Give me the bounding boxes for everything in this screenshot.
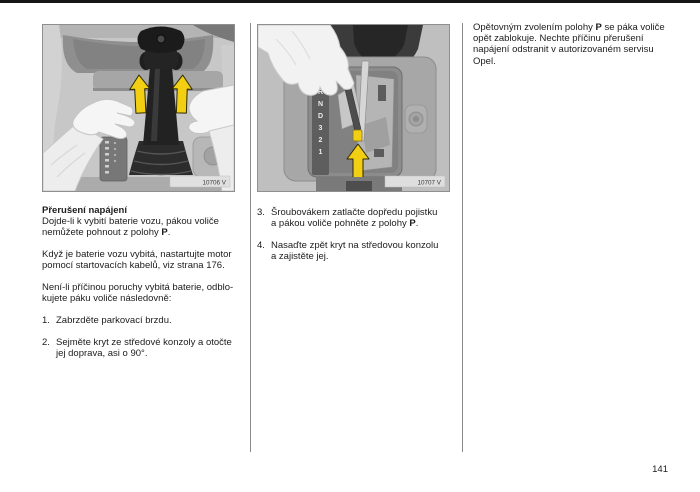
text-line: a zajistěte jej. <box>271 251 329 263</box>
figure-screwdriver-release <box>257 24 450 192</box>
text-line: Dojde-li k vybití baterie vozu, pákou voliče <box>42 216 219 228</box>
text-line: Zabrzděte parkovací brzdu. <box>56 314 172 326</box>
column-left <box>42 205 247 370</box>
figure-shift-lever-cover-removal <box>42 24 235 192</box>
screwdriver-illustration <box>258 25 449 191</box>
figure-label: 10706 V <box>202 179 226 187</box>
text-line: Není-li příčinou poruchy vybitá baterie, odblo- <box>42 282 234 294</box>
svg-text:1: 1 <box>318 149 323 156</box>
column-middle <box>257 207 460 273</box>
svg-text:D: D <box>317 113 324 120</box>
lock-pin-highlight <box>353 130 362 141</box>
paragraph <box>42 282 247 304</box>
text-line: pomocí startovacích kabelů, viz strana 176. <box>42 260 225 272</box>
text-line: napájení odstranit v autorizovaném servisu <box>473 44 654 56</box>
list-item <box>42 315 247 326</box>
paragraph <box>42 249 247 271</box>
list-item <box>257 240 460 262</box>
paragraph <box>473 22 683 67</box>
list-number: 2. <box>42 336 50 348</box>
text-line: jej doprava, asi o 90°. <box>56 347 148 359</box>
text-line: Šroubovákem zatlačte dopředu pojistku <box>271 207 438 218</box>
page-number: 141 <box>652 464 668 475</box>
page-top-rule <box>0 0 700 3</box>
shift-lever-illustration <box>43 25 234 191</box>
text-line: Nasaďte zpět kryt na středovou konzolu <box>271 239 439 251</box>
text-line: Sejměte kryt ze středové konzoly a otočte <box>56 336 232 348</box>
list-number: 4. <box>257 239 265 251</box>
column-right <box>473 22 683 77</box>
section <box>42 205 247 239</box>
svg-text:N: N <box>317 101 324 108</box>
text-line: Když je baterie vozu vybitá, nastartujte motor <box>42 249 232 261</box>
svg-text:3: 3 <box>318 125 323 132</box>
text-line: Opel. <box>473 55 496 67</box>
svg-text:R: R <box>317 89 324 96</box>
gear-indicator-plate <box>100 137 127 181</box>
column-separator <box>462 23 463 452</box>
text-line: kujete páku voliče následovně: <box>42 293 172 305</box>
section-heading: Přerušení napájení <box>42 205 128 216</box>
svg-text:2: 2 <box>318 137 323 144</box>
list-item <box>42 337 247 359</box>
text-line: nemůžete pohnout z polohy P. <box>42 227 171 239</box>
list-number: 1. <box>42 314 50 326</box>
text-line: opět zablokuje. Nechte příčinu přerušení <box>473 33 644 45</box>
list-item <box>257 207 460 229</box>
list-number: 3. <box>257 207 265 218</box>
column-separator <box>250 23 251 452</box>
figure-label: 10707 V <box>417 179 441 187</box>
text-line: a pákou voliče pohněte z polohy P. <box>271 218 419 230</box>
text-line: Opětovným zvolením polohy P se páka voliče <box>473 22 665 33</box>
